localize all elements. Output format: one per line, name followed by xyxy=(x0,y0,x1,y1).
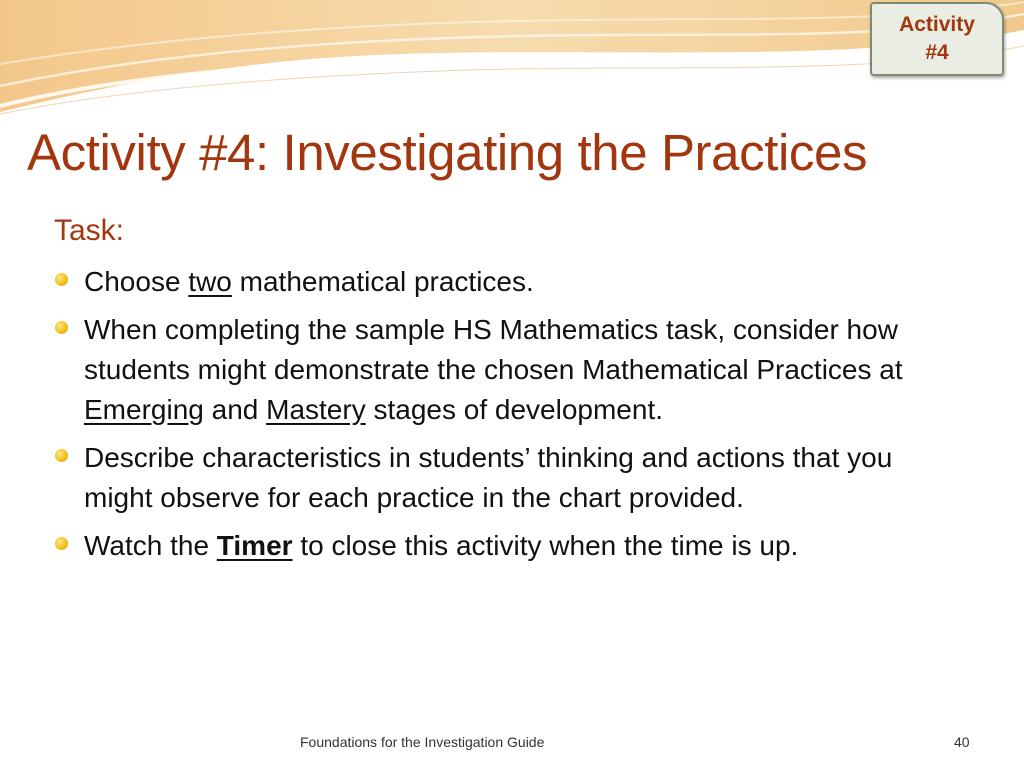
bullet-list xyxy=(84,262,964,574)
bullet-text: to close this activity when the time is up. xyxy=(292,530,799,561)
bullet-text: and xyxy=(203,394,267,425)
badge-line-1: Activity xyxy=(899,13,975,36)
activity-badge xyxy=(870,2,1004,76)
bullet-text: stages of development. xyxy=(365,394,663,425)
bullet-dot-icon xyxy=(55,449,68,462)
bullet-text: Watch the xyxy=(84,530,217,561)
bullet-item-describe xyxy=(84,438,964,518)
task-label: Task: xyxy=(54,214,125,247)
bullet-dot-icon xyxy=(55,273,68,286)
bullet-text: Describe characteristics in students’ thinking and actions that you might observe for each practice in the chart provided. xyxy=(84,442,893,513)
badge-line-2: #4 xyxy=(925,41,949,64)
bullet-text: Choose xyxy=(84,266,189,297)
bullet-dot-icon xyxy=(55,537,68,550)
bullet-dot-icon xyxy=(55,321,68,334)
bullet-item-timer xyxy=(84,526,964,566)
timer-link[interactable]: Timer xyxy=(216,530,293,561)
bullet-text: When completing the sample HS Mathematics task, consider how students might demonstrate the chosen Mathematical Practices at xyxy=(84,314,903,385)
page-number: 40 xyxy=(954,734,970,750)
bullet-text: mathematical practices. xyxy=(231,266,534,297)
emphasis-two: two xyxy=(188,266,232,297)
slide-title: Activity #4: Investigating the Practices xyxy=(27,124,868,181)
emphasis-mastery: Mastery xyxy=(266,394,366,425)
bullet-item-completing xyxy=(84,310,964,430)
footer-text: Foundations for the Investigation Guide xyxy=(300,734,545,750)
emphasis-emerging: Emerging xyxy=(84,394,204,425)
bullet-item-choose xyxy=(84,262,964,302)
